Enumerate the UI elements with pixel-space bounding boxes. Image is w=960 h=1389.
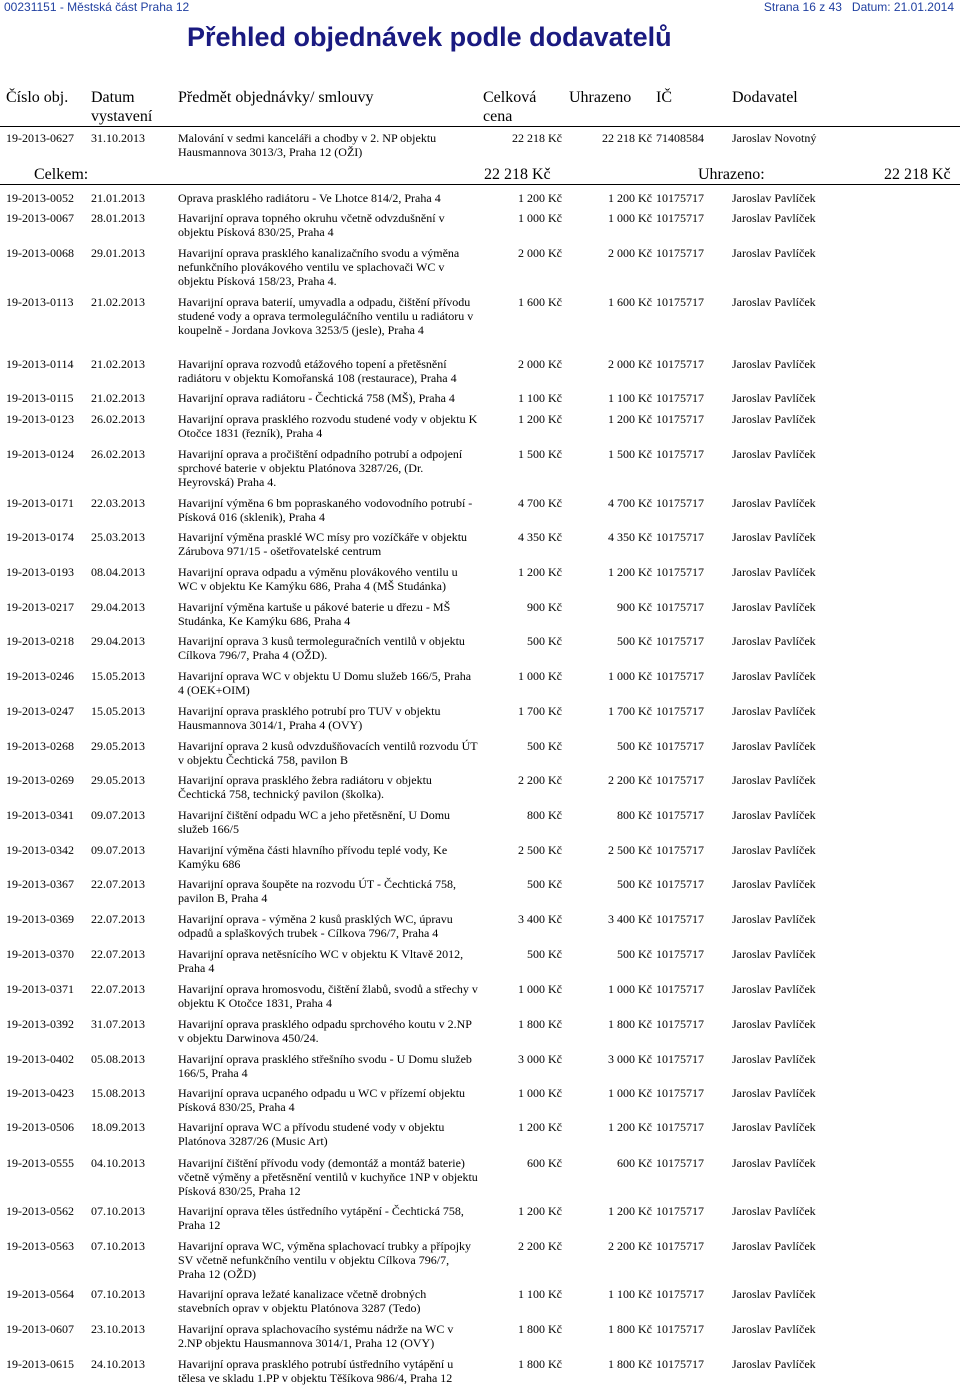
supplier-ic: 10175717 <box>656 1086 704 1100</box>
order-paid: 500 Kč <box>617 739 652 753</box>
order-subject: Havarijní oprava 3 kusů termoleguračních ventilů v objektu Cílkova 796/7, Praha 4 (OŽD). <box>178 634 465 662</box>
supplier-ic: 10175717 <box>656 982 704 996</box>
order-paid: 800 Kč <box>617 808 652 822</box>
order-subject: Havarijní oprava prasklého potrubí pro TUV v objektu Hausmannova 3014/1, Praha 4 (OVY) <box>178 704 441 732</box>
order-date: 29.05.2013 <box>91 773 145 787</box>
order-total: 3 400 Kč <box>518 912 562 926</box>
order-total: 1 000 Kč <box>518 1086 562 1100</box>
supplier-ic: 10175717 <box>656 947 704 961</box>
col-date: Datum <box>91 89 135 106</box>
supplier-ic: 10175717 <box>656 877 704 891</box>
supplier-ic: 10175717 <box>656 246 704 260</box>
supplier-ic: 10175717 <box>656 1120 704 1134</box>
supplier-ic: 10175717 <box>656 704 704 718</box>
order-number: 19-2013-0174 <box>6 530 74 544</box>
order-paid: 4 350 Kč <box>608 530 652 544</box>
order-subject: Havarijní oprava a pročištění odpadního potrubí a odpojení sprchové baterie v objektu Platónova 3287/26, (Dr. Heyrovská) Praha 4. <box>178 447 463 489</box>
page-title: Přehled objednávek podle dodavatelů <box>187 22 672 52</box>
order-paid: 1 200 Kč <box>608 412 652 426</box>
order-total: 500 Kč <box>527 947 562 961</box>
order-paid: 1 800 Kč <box>608 1017 652 1031</box>
order-subject: Havarijní oprava baterií, umyvadla a odpadu, čištění přívodu studené vody a oprava termoleguláčního ventilu u radiátoru v koupelně - Jordana Jovkova 3253/5 (jesle), Praha 4 <box>178 295 474 337</box>
order-paid: 1 200 Kč <box>608 1120 652 1134</box>
supplier-ic: 10175717 <box>656 1204 704 1218</box>
order-date: 15.08.2013 <box>91 1086 145 1100</box>
supplier-name: Jaroslav Novotný <box>732 131 817 145</box>
supplier-name: Jaroslav Pavlíček <box>732 191 816 205</box>
supplier-ic: 71408584 <box>656 131 704 145</box>
order-number: 19-2013-0068 <box>6 246 74 260</box>
supplier-ic: 10175717 <box>656 1017 704 1031</box>
order-paid: 1 000 Kč <box>608 211 652 225</box>
supplier-ic: 10175717 <box>656 565 704 579</box>
order-paid: 1 800 Kč <box>608 1357 652 1371</box>
order-total: 500 Kč <box>527 634 562 648</box>
order-number: 19-2013-0341 <box>6 808 74 822</box>
order-date: 29.04.2013 <box>91 600 145 614</box>
order-total: 22 218 Kč <box>512 131 562 145</box>
supplier-ic: 10175717 <box>656 391 704 405</box>
supplier-name: Jaroslav Pavlíček <box>732 1017 816 1031</box>
supplier-name: Jaroslav Pavlíček <box>732 634 816 648</box>
order-number: 19-2013-0217 <box>6 600 74 614</box>
order-subject: Havarijní oprava rozvodů etážového topení a přetěsnění radiátoru v objektu Komořanská 108 (restaurace), Praha 4 <box>178 357 457 385</box>
order-number: 19-2013-0218 <box>6 634 74 648</box>
order-total: 2 500 Kč <box>518 843 562 857</box>
supplier-name: Jaroslav Pavlíček <box>732 912 816 926</box>
supplier-ic: 10175717 <box>656 1239 704 1253</box>
order-date: 08.04.2013 <box>91 565 145 579</box>
header-rule <box>0 126 960 127</box>
order-number: 19-2013-0124 <box>6 447 74 461</box>
document-id: 00231151 - Městská část Praha 12 <box>4 0 190 14</box>
summary-label: Celkem: <box>34 166 89 183</box>
order-total: 500 Kč <box>527 877 562 891</box>
summary-total: 22 218 Kč <box>484 166 551 183</box>
supplier-ic: 10175717 <box>656 1322 704 1336</box>
order-total: 1 200 Kč <box>518 191 562 205</box>
order-subject: Havarijní oprava prasklého střešního svodu - U Domu služeb 166/5, Praha 4 <box>178 1052 472 1080</box>
order-date: 09.07.2013 <box>91 843 145 857</box>
order-total: 3 000 Kč <box>518 1052 562 1066</box>
order-date: 26.02.2013 <box>91 447 145 461</box>
order-date: 21.01.2013 <box>91 191 145 205</box>
order-date: 29.01.2013 <box>91 246 145 260</box>
print-date: Datum: 21.01.2014 <box>851 0 954 14</box>
supplier-ic: 10175717 <box>656 808 704 822</box>
order-number: 19-2013-0423 <box>6 1086 74 1100</box>
order-total: 4 350 Kč <box>518 530 562 544</box>
order-total: 1 200 Kč <box>518 565 562 579</box>
order-subject: Havarijní oprava šoupěte na rozvodu ÚT - Čechtická 758, pavilon B, Praha 4 <box>178 877 457 905</box>
order-number: 19-2013-0627 <box>6 131 74 145</box>
order-paid: 600 Kč <box>617 1156 652 1170</box>
order-total: 500 Kč <box>527 739 562 753</box>
order-total: 2 200 Kč <box>518 773 562 787</box>
page-number: Strana 16 z 43 <box>763 0 842 14</box>
order-date: 22.07.2013 <box>91 947 145 961</box>
order-subject: Oprava prasklého radiátoru - Ve Lhotce 814/2, Praha 4 <box>178 191 441 205</box>
order-date: 24.10.2013 <box>91 1357 145 1371</box>
supplier-name: Jaroslav Pavlíček <box>732 530 816 544</box>
supplier-ic: 10175717 <box>656 1052 704 1066</box>
supplier-name: Jaroslav Pavlíček <box>732 246 816 260</box>
order-subject: Havarijní oprava WC v objektu U Domu služeb 166/5, Praha 4 (OEK+OIM) <box>178 669 472 697</box>
supplier-ic: 10175717 <box>656 530 704 544</box>
order-total: 1 200 Kč <box>518 1120 562 1134</box>
supplier-ic: 10175717 <box>656 357 704 371</box>
order-total: 2 000 Kč <box>518 357 562 371</box>
supplier-name: Jaroslav Pavlíček <box>732 1357 816 1371</box>
order-paid: 1 100 Kč <box>608 391 652 405</box>
order-number: 19-2013-0615 <box>6 1357 74 1371</box>
supplier-name: Jaroslav Pavlíček <box>732 1052 816 1066</box>
order-number: 19-2013-0067 <box>6 211 74 225</box>
order-date: 04.10.2013 <box>91 1156 145 1170</box>
order-paid: 500 Kč <box>617 877 652 891</box>
page-info <box>764 0 954 14</box>
supplier-ic: 10175717 <box>656 191 704 205</box>
order-total: 1 800 Kč <box>518 1357 562 1371</box>
order-date: 07.10.2013 <box>91 1287 145 1301</box>
order-paid: 500 Kč <box>617 947 652 961</box>
supplier-ic: 10175717 <box>656 1287 704 1301</box>
supplier-ic: 10175717 <box>656 496 704 510</box>
supplier-name: Jaroslav Pavlíček <box>732 1322 816 1336</box>
order-paid: 2 000 Kč <box>608 246 652 260</box>
order-paid: 1 100 Kč <box>608 1287 652 1301</box>
order-paid: 4 700 Kč <box>608 496 652 510</box>
col-ic: IČ <box>656 89 672 106</box>
order-paid: 2 200 Kč <box>608 1239 652 1253</box>
order-subject: Havarijní oprava - výměna 2 kusů prasklých WC, úpravu odpadů a splaškových trubek - Cílkova 796/7, Praha 4 <box>178 912 453 940</box>
order-subject: Havarijní čištění přívodu vody (demontáž a montáž baterie) včetně výměny a přetěsnění ventilů v kuchyňce 1NP v objektu Písková 830/25, Praha 12 <box>178 1156 478 1198</box>
supplier-ic: 10175717 <box>656 1156 704 1170</box>
col-total-l2: cena <box>483 108 513 125</box>
order-paid: 2 000 Kč <box>608 357 652 371</box>
order-date: 15.05.2013 <box>91 669 145 683</box>
order-date: 23.10.2013 <box>91 1322 145 1336</box>
order-date: 15.05.2013 <box>91 704 145 718</box>
order-date: 28.01.2013 <box>91 211 145 225</box>
col-total: Celková <box>483 89 537 106</box>
order-number: 19-2013-0506 <box>6 1120 74 1134</box>
supplier-ic: 10175717 <box>656 412 704 426</box>
order-total: 900 Kč <box>527 600 562 614</box>
order-paid: 1 700 Kč <box>608 704 652 718</box>
order-number: 19-2013-0371 <box>6 982 74 996</box>
order-subject: Havarijní oprava prasklého odpadu sprchového koutu v 2.NP v objektu Darwinova 450/24. <box>178 1017 472 1045</box>
order-date: 05.08.2013 <box>91 1052 145 1066</box>
order-number: 19-2013-0392 <box>6 1017 74 1031</box>
supplier-ic: 10175717 <box>656 1357 704 1371</box>
order-number: 19-2013-0171 <box>6 496 74 510</box>
order-date: 07.10.2013 <box>91 1204 145 1218</box>
order-subject: Havarijní oprava těles ústředního vytápění - Čechtická 758, Praha 12 <box>178 1204 464 1232</box>
supplier-name: Jaroslav Pavlíček <box>732 739 816 753</box>
col-supplier: Dodavatel <box>732 89 798 106</box>
supplier-name: Jaroslav Pavlíček <box>732 877 816 891</box>
order-subject: Havarijní oprava prasklého žebra radiátoru v objektu Čechtická 758, technický pavilon (školka). <box>178 773 432 801</box>
order-subject: Havarijní oprava radiátoru - Čechtická 758 (MŠ), Praha 4 <box>178 391 455 405</box>
supplier-name: Jaroslav Pavlíček <box>732 496 816 510</box>
supplier-name: Jaroslav Pavlíček <box>732 947 816 961</box>
order-number: 19-2013-0123 <box>6 412 74 426</box>
page-header <box>0 0 960 16</box>
order-paid: 3 400 Kč <box>608 912 652 926</box>
supplier-name: Jaroslav Pavlíček <box>732 982 816 996</box>
col-number: Číslo obj. <box>6 89 69 106</box>
order-date: 22.07.2013 <box>91 877 145 891</box>
order-number: 19-2013-0268 <box>6 739 74 753</box>
supplier-name: Jaroslav Pavlíček <box>732 669 816 683</box>
order-subject: Havarijní oprava hromosvodu, čištění žlabů, svodů a střechy v objektu K Otočce 1831, Praha 4 <box>178 982 478 1010</box>
order-paid: 1 200 Kč <box>608 191 652 205</box>
supplier-name: Jaroslav Pavlíček <box>732 1086 816 1100</box>
order-total: 1 700 Kč <box>518 704 562 718</box>
supplier-name: Jaroslav Pavlíček <box>732 1287 816 1301</box>
order-total: 1 800 Kč <box>518 1322 562 1336</box>
order-total: 1 000 Kč <box>518 669 562 683</box>
order-paid: 1 200 Kč <box>608 1204 652 1218</box>
supplier-name: Jaroslav Pavlíček <box>732 1156 816 1170</box>
order-paid: 1 000 Kč <box>608 982 652 996</box>
order-paid: 500 Kč <box>617 634 652 648</box>
supplier-name: Jaroslav Pavlíček <box>732 773 816 787</box>
supplier-name: Jaroslav Pavlíček <box>732 704 816 718</box>
order-number: 19-2013-0269 <box>6 773 74 787</box>
supplier-name: Jaroslav Pavlíček <box>732 211 816 225</box>
order-total: 1 500 Kč <box>518 447 562 461</box>
order-date: 26.02.2013 <box>91 412 145 426</box>
supplier-name: Jaroslav Pavlíček <box>732 565 816 579</box>
order-number: 19-2013-0052 <box>6 191 74 205</box>
order-date: 29.04.2013 <box>91 634 145 648</box>
supplier-ic: 10175717 <box>656 773 704 787</box>
order-number: 19-2013-0246 <box>6 669 74 683</box>
supplier-ic: 10175717 <box>656 634 704 648</box>
order-subject: Malování v sedmi kanceláři a chodby v 2. NP objektu Hausmannova 3013/3, Praha 12 (OŽI) <box>178 131 437 159</box>
order-paid: 2 500 Kč <box>608 843 652 857</box>
order-paid: 2 200 Kč <box>608 773 652 787</box>
order-total: 1 600 Kč <box>518 295 562 309</box>
supplier-name: Jaroslav Pavlíček <box>732 808 816 822</box>
order-total: 2 200 Kč <box>518 1239 562 1253</box>
order-number: 19-2013-0607 <box>6 1322 74 1336</box>
order-subject: Havarijní výměna části hlavního přívodu teplé vody, Ke Kamýku 686 <box>178 843 448 871</box>
order-subject: Havarijní oprava prasklého kanalizačního svodu a výměna nefunkčního plovákového ventilu ve splachovači WC v objektu Písková 158/23, Praha 4. <box>178 246 460 288</box>
order-paid: 1 000 Kč <box>608 1086 652 1100</box>
order-number: 19-2013-0369 <box>6 912 74 926</box>
order-number: 19-2013-0563 <box>6 1239 74 1253</box>
order-number: 19-2013-0402 <box>6 1052 74 1066</box>
order-date: 21.02.2013 <box>91 357 145 371</box>
order-date: 22.03.2013 <box>91 496 145 510</box>
order-paid: 1 200 Kč <box>608 565 652 579</box>
summary-paid: 22 218 Kč <box>884 166 951 183</box>
order-date: 09.07.2013 <box>91 808 145 822</box>
order-total: 4 700 Kč <box>518 496 562 510</box>
supplier-name: Jaroslav Pavlíček <box>732 357 816 371</box>
col-subject: Předmět objednávky/ smlouvy <box>178 89 374 106</box>
order-number: 19-2013-0367 <box>6 877 74 891</box>
supplier-ic: 10175717 <box>656 211 704 225</box>
order-subject: Havarijní oprava WC a přívodu studené vody v objektu Platónova 3287/26 (Music Art) <box>178 1120 445 1148</box>
order-subject: Havarijní oprava netěsnícího WC v objektu K Vltavě 2012, Praha 4 <box>178 947 464 975</box>
order-number: 19-2013-0562 <box>6 1204 74 1218</box>
order-total: 1 100 Kč <box>518 391 562 405</box>
order-paid: 1 800 Kč <box>608 1322 652 1336</box>
supplier-name: Jaroslav Pavlíček <box>732 412 816 426</box>
order-number: 19-2013-0193 <box>6 565 74 579</box>
supplier-ic: 10175717 <box>656 669 704 683</box>
supplier-name: Jaroslav Pavlíček <box>732 1239 816 1253</box>
order-paid: 3 000 Kč <box>608 1052 652 1066</box>
order-date: 07.10.2013 <box>91 1239 145 1253</box>
supplier-ic: 10175717 <box>656 447 704 461</box>
order-subject: Havarijní oprava prasklého rozvodu studené vody v objektu K Otočce 1831 (řezník), Praha 4 <box>178 412 478 440</box>
supplier-ic: 10175717 <box>656 912 704 926</box>
supplier-name: Jaroslav Pavlíček <box>732 1204 816 1218</box>
order-subject: Havarijní oprava splachovacího systému nádrže na WC v 2.NP objektu Hausmannova 3014/1, Praha 12 (OVY) <box>178 1322 454 1350</box>
order-total: 600 Kč <box>527 1156 562 1170</box>
order-number: 19-2013-0247 <box>6 704 74 718</box>
order-date: 22.07.2013 <box>91 982 145 996</box>
order-subject: Havarijní oprava 2 kusů odvzdušňovacích ventilů rozvodu ÚT v objektu Čechtická 758, pavilon B <box>178 739 478 767</box>
order-subject: Havarijní oprava WC, výměna splachovací trubky a přípojky SV včetně nefunkčního ventilu v objektu Cílkova 796/7, Praha 12 (OŽD) <box>178 1239 472 1281</box>
supplier-ic: 10175717 <box>656 739 704 753</box>
column-headers <box>0 88 960 126</box>
order-subject: Havarijní čištění odpadu WC a jeho přetěsnění, U Domu služeb 166/5 <box>178 808 451 836</box>
order-total: 2 000 Kč <box>518 246 562 260</box>
supplier-name: Jaroslav Pavlíček <box>732 600 816 614</box>
order-date: 21.02.2013 <box>91 391 145 405</box>
col-paid: Uhrazeno <box>569 89 632 106</box>
order-total: 1 200 Kč <box>518 412 562 426</box>
order-subject: Havarijní oprava prasklého potrubí ústředního vytápění u tělesa ve skladu 1.PP v objektu Těšíkova 986/4, Praha 12 <box>178 1357 454 1385</box>
order-number: 19-2013-0370 <box>6 947 74 961</box>
order-date: 25.03.2013 <box>91 530 145 544</box>
order-subject: Havarijní výměna kartuše u pákové baterie u dřezu - MŠ Studánka, Ke Kamýku 686, Praha 4 <box>178 600 451 628</box>
order-total: 1 800 Kč <box>518 1017 562 1031</box>
order-paid: 1 000 Kč <box>608 669 652 683</box>
order-total: 1 000 Kč <box>518 982 562 996</box>
order-number: 19-2013-0115 <box>6 391 74 405</box>
order-paid: 1 500 Kč <box>608 447 652 461</box>
order-paid: 1 600 Kč <box>608 295 652 309</box>
order-subject: Havarijní oprava topného okruhu včetně odvzdušnění v objektu Písková 830/25, Praha 4 <box>178 211 445 239</box>
order-subject: Havarijní oprava ležaté kanalizace včetně drobných stavebních oprav v objektu Platónova 3287 (Tedo) <box>178 1287 427 1315</box>
col-date-l2: vystavení <box>91 108 153 125</box>
supplier-name: Jaroslav Pavlíček <box>732 843 816 857</box>
summary-paid-label: Uhrazeno: <box>698 166 765 183</box>
order-number: 19-2013-0555 <box>6 1156 74 1170</box>
supplier-ic: 10175717 <box>656 295 704 309</box>
order-subject: Havarijní oprava odpadu a výměnu plovákového ventilu u WC v objektu Ke Kamýku 686, Praha 4 (MŠ Studánka) <box>178 565 458 593</box>
order-number: 19-2013-0114 <box>6 357 74 371</box>
supplier-name: Jaroslav Pavlíček <box>732 1120 816 1134</box>
order-date: 31.07.2013 <box>91 1017 145 1031</box>
supplier-ic: 10175717 <box>656 600 704 614</box>
order-paid: 22 218 Kč <box>602 131 652 145</box>
order-subject: Havarijní oprava ucpaného odpadu u WC v přízemí objektu Písková 830/25, Praha 4 <box>178 1086 466 1114</box>
supplier-name: Jaroslav Pavlíček <box>732 447 816 461</box>
order-paid: 900 Kč <box>617 600 652 614</box>
supplier-ic: 10175717 <box>656 843 704 857</box>
order-date: 18.09.2013 <box>91 1120 145 1134</box>
order-number: 19-2013-0564 <box>6 1287 74 1301</box>
order-date: 31.10.2013 <box>91 131 145 145</box>
order-total: 1 200 Kč <box>518 1204 562 1218</box>
supplier-name: Jaroslav Pavlíček <box>732 391 816 405</box>
order-date: 21.02.2013 <box>91 295 145 309</box>
supplier-summary <box>0 166 960 184</box>
order-date: 29.05.2013 <box>91 739 145 753</box>
order-total: 800 Kč <box>527 808 562 822</box>
order-subject: Havarijní výměna prasklé WC mísy pro vozíčkáře v objektu Zárubova 971/15 - ošetřovatelské centrum <box>178 530 468 558</box>
supplier-name: Jaroslav Pavlíček <box>732 295 816 309</box>
order-date: 22.07.2013 <box>91 912 145 926</box>
order-total: 1 100 Kč <box>518 1287 562 1301</box>
order-subject: Havarijní výměna 6 bm popraskaného vodovodního potrubí - Písková 016 (sklenik), Praha 4 <box>178 496 473 524</box>
summary-rule <box>0 184 960 185</box>
order-number: 19-2013-0342 <box>6 843 74 857</box>
order-total: 1 000 Kč <box>518 211 562 225</box>
order-number: 19-2013-0113 <box>6 295 74 309</box>
